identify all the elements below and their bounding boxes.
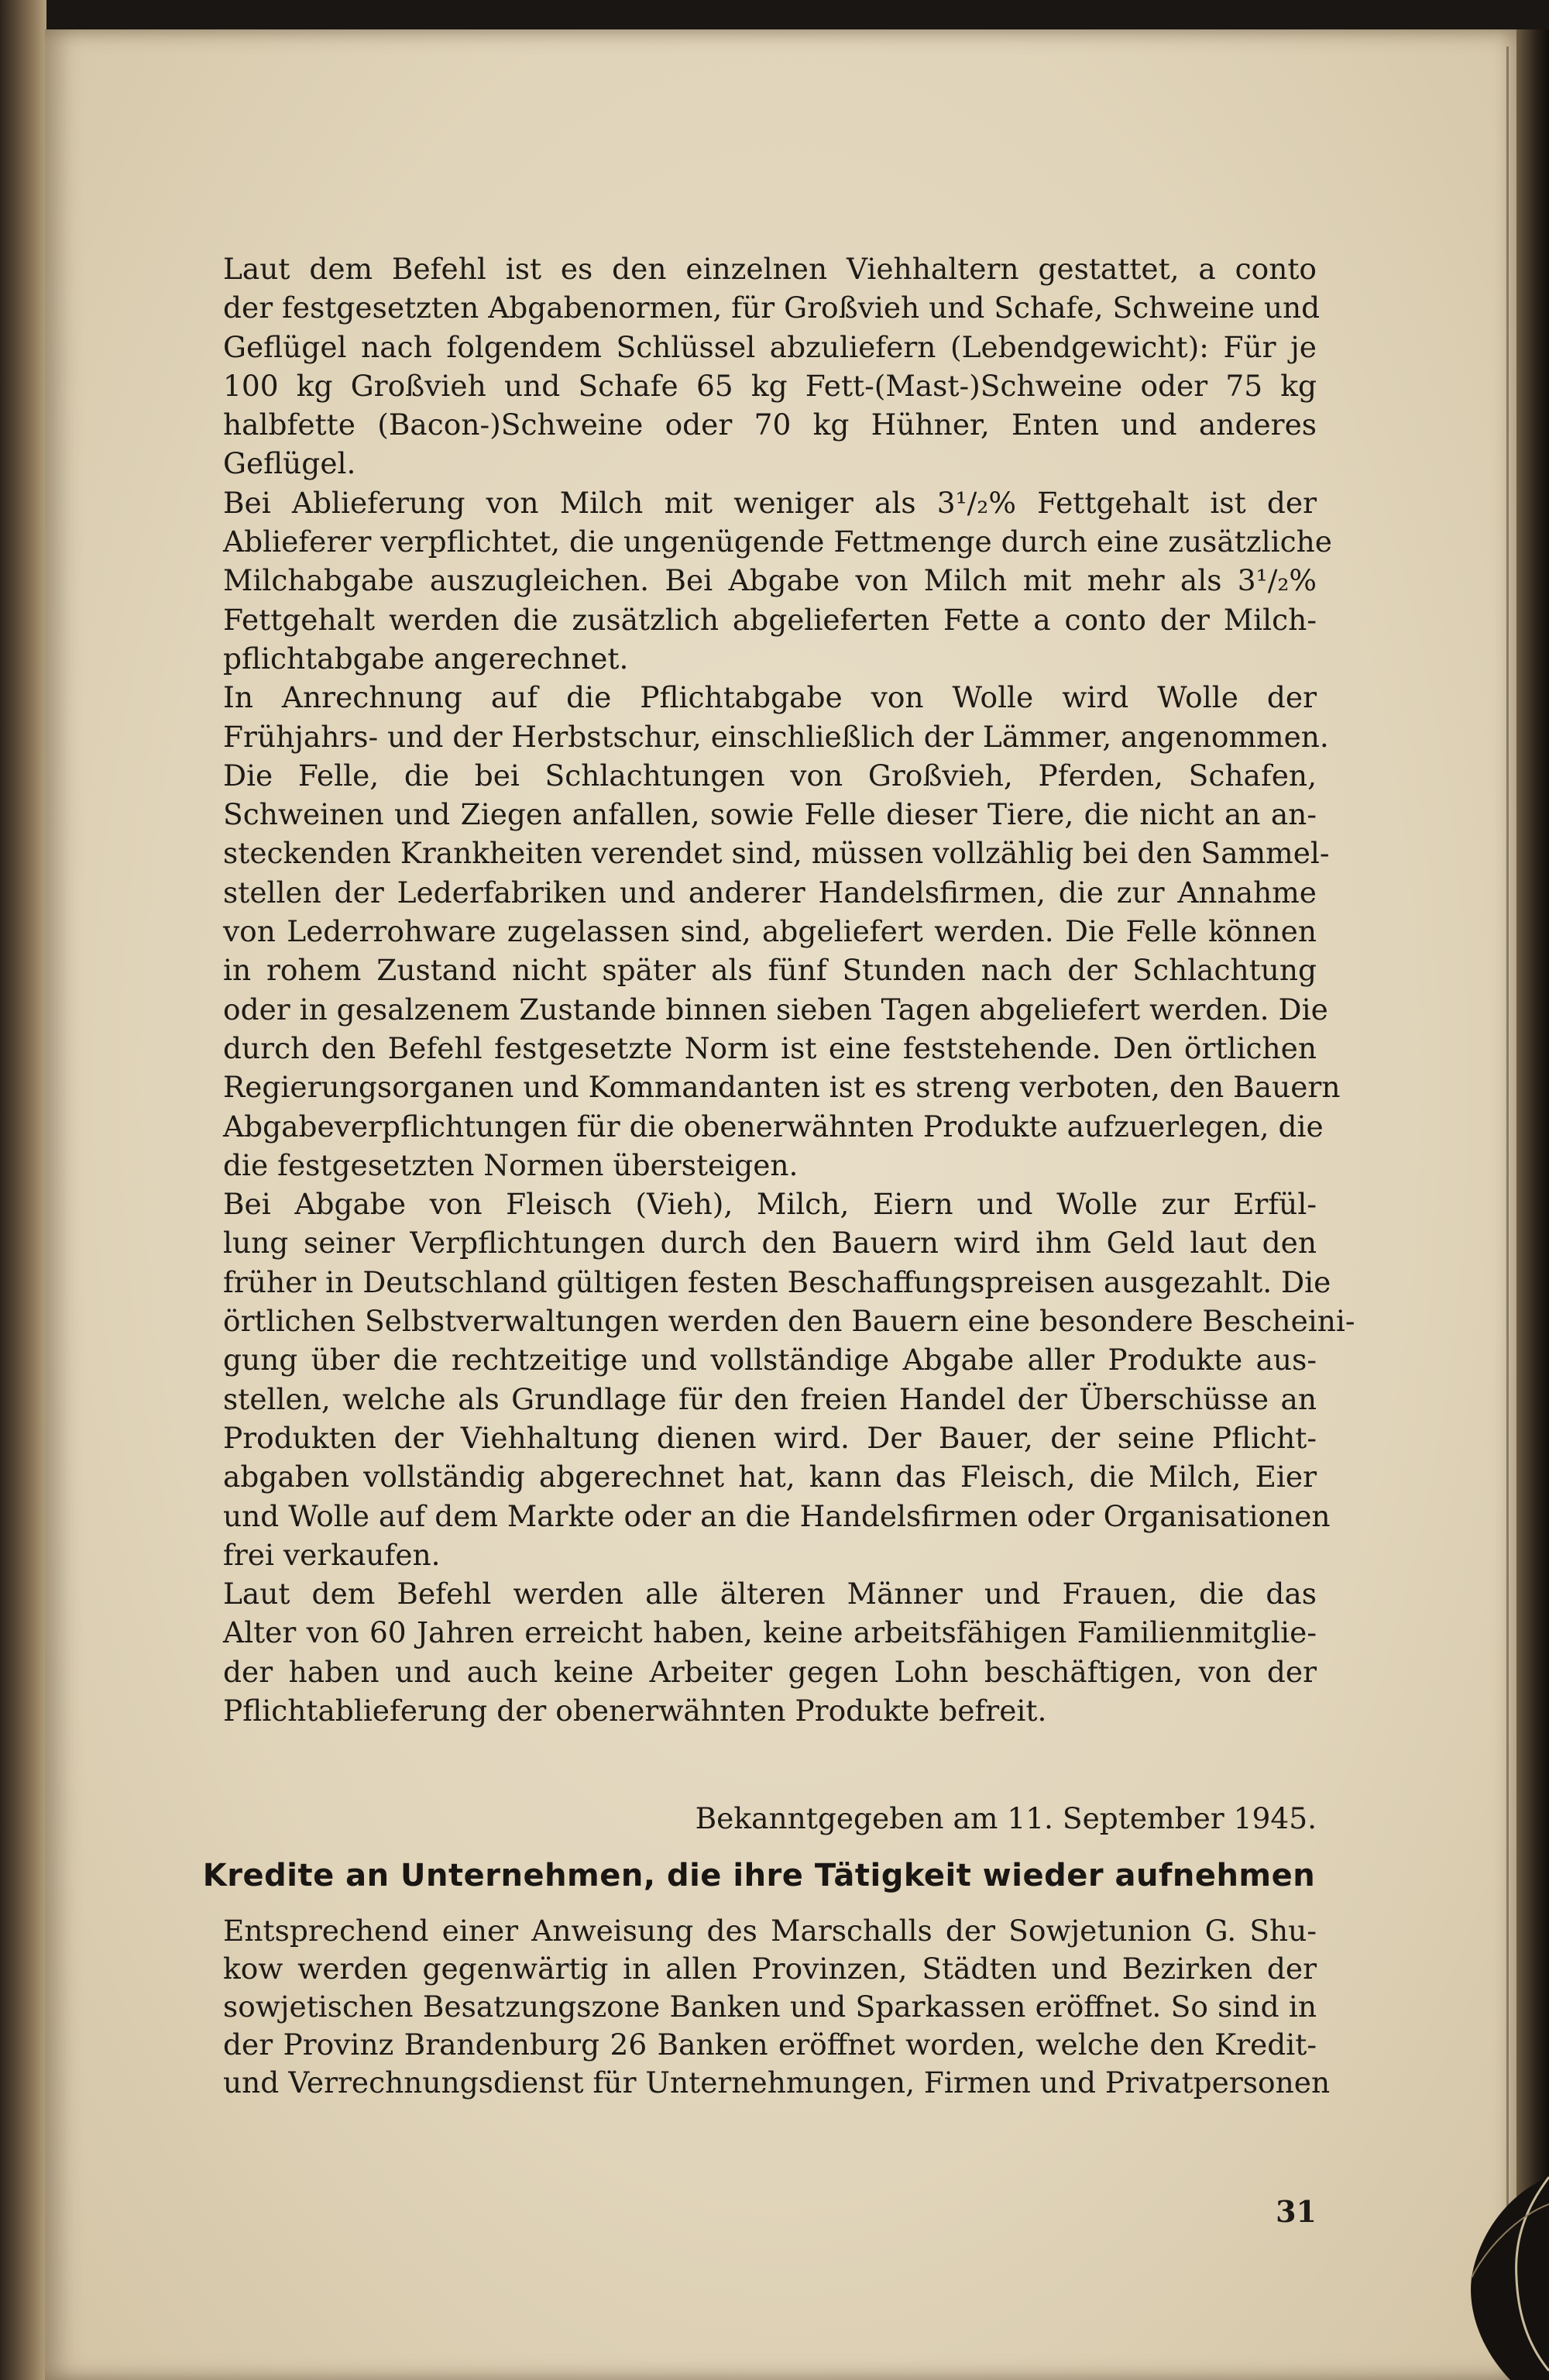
text-line: Bei Abgabe von Fleisch (Vieh), Milch, Eiern und Wolle zur Erfül- <box>223 1187 1317 1222</box>
paragraph <box>223 1574 1317 1730</box>
text-line: Pflichtablieferung der obenerwähnten Produkte befreit. <box>223 1693 1047 1728</box>
text-line: oder in gesalzenem Zustande binnen sieben Tagen abgeliefert werden. Die <box>223 992 1328 1027</box>
text-line: sowjetischen Besatzungszone Banken und Sparkassen eröffnet. So sind in <box>223 1990 1317 2024</box>
page-edge-line <box>1506 46 1509 2363</box>
text-line: Geflügel. <box>223 446 356 481</box>
text-line: von Lederrohware zugelassen sind, abgeliefert werden. Die Felle können <box>223 914 1317 949</box>
text-line: halbfette (Bacon-)Schweine oder 70 kg Hühner, Enten und anderes <box>223 408 1317 442</box>
text-line: In Anrechnung auf die Pflichtabgabe von Wolle wird Wolle der <box>223 680 1317 715</box>
text-line: und Wolle auf dem Markte oder an die Handelsfirmen oder Organisationen <box>223 1498 1331 1533</box>
page-number: 31 <box>1276 2194 1317 2229</box>
text-line: der festgesetzten Abgabenormen, für Großvieh und Schafe, Schweine und <box>223 291 1321 325</box>
paragraph <box>223 756 1341 1185</box>
text-line: Laut dem Befehl werden alle älteren Männer und Frauen, die das <box>223 1577 1317 1611</box>
text-line: die festgesetzten Normen übersteigen. <box>223 1147 799 1182</box>
paragraph <box>223 1185 1355 1574</box>
text-line: Produkten der Viehhaltung dienen wird. Der Bauer, der seine Pflicht- <box>223 1420 1317 1455</box>
text-line: Ablieferer verpflichtet, die ungenügende Fettmenge durch eine zusätzliche <box>223 524 1332 559</box>
text-line: stellen der Lederfabriken und anderer Handelsfirmen, die zur Annahme <box>223 875 1317 910</box>
paragraph <box>223 1912 1331 2102</box>
text-line: durch den Befehl festgesetzte Norm ist eine feststehende. Den örtlichen <box>223 1030 1317 1065</box>
text-line: Regierungsorganen und Kommandanten ist es streng verboten, den Bauern <box>223 1070 1341 1105</box>
text-line: Frühjahrs- und der Herbstschur, einschließlich der Lämmer, angenommen. <box>223 719 1329 754</box>
book-spine-edge <box>0 0 46 2380</box>
announcement-date: Bekanntgegeben am 11. September 1945. <box>695 1801 1317 1835</box>
text-line: gung über die rechtzeitige und vollständige Abgabe aller Produkte aus- <box>223 1343 1317 1377</box>
page-corner-curl-icon <box>1371 2162 1549 2380</box>
text-line: und Verrechnungsdienst für Unternehmungen, Firmen und Privatpersonen <box>223 2065 1331 2100</box>
text-line: Geflügel nach folgendem Schlüssel abzuliefern (Lebendgewicht): Für je <box>223 329 1317 364</box>
main-text <box>223 249 1355 1730</box>
text-line: der haben und auch keine Arbeiter gegen Lohn beschäftigen, von der <box>223 1654 1317 1689</box>
text-line: in rohem Zustand nicht später als fünf Stunden nach der Schlachtung <box>223 953 1317 988</box>
text-line: kow werden gegenwärtig in allen Provinzen, Städten und Bezirken der <box>223 1952 1317 1986</box>
text-line: örtlichen Selbstverwaltungen werden den Bauern eine besondere Bescheini- <box>223 1304 1355 1339</box>
text-line: lung seiner Verpflichtungen durch den Bauern wird ihm Geld laut den <box>223 1226 1317 1261</box>
paragraph <box>223 678 1329 756</box>
text-line: frei verkaufen. <box>223 1537 441 1572</box>
text-line: abgaben vollständig abgerechnet hat, kann das Fleisch, die Milch, Eier <box>223 1460 1317 1494</box>
text-line: stellen, welche als Grundlage für den freien Handel der Überschüsse an <box>223 1381 1317 1416</box>
text-line: früher in Deutschland gültigen festen Beschaffungspreisen ausgezahlt. Die <box>223 1264 1331 1299</box>
text-line: steckenden Krankheiten verendet sind, müssen vollzählig bei den Sammel- <box>223 836 1330 871</box>
page-right-edge <box>1516 29 1549 2380</box>
text-line: Milchabgabe auszugleichen. Bei Abgabe von Milch mit mehr als 3¹/₂% <box>223 563 1317 598</box>
text-line: Die Felle, die bei Schlachtungen von Großvieh, Pferden, Schafen, <box>223 758 1317 793</box>
text-line: Schweinen und Ziegen anfallen, sowie Felle dieser Tiere, die nicht an an- <box>223 797 1317 832</box>
text-line: Abgabeverpflichtungen für die obenerwähnten Produkte aufzuerlegen, die <box>223 1109 1324 1144</box>
text-line: 100 kg Großvieh und Schafe 65 kg Fett-(Mast-)Schweine oder 75 kg <box>223 368 1317 403</box>
section-text <box>223 1912 1331 2102</box>
text-line: pflichtabgabe angerechnet. <box>223 641 629 676</box>
paragraph <box>223 483 1332 678</box>
text-line: Alter von 60 Jahren erreicht haben, keine arbeitsfähigen Familienmitglie- <box>223 1615 1317 1650</box>
text-line: Laut dem Befehl ist es den einzelnen Viehhaltern gestattet, a conto <box>223 252 1317 286</box>
text-line: Entsprechend einer Anweisung des Marschalls der Sowjetunion G. Shu- <box>223 1914 1317 1948</box>
paragraph <box>223 249 1321 483</box>
text-line: Fettgehalt werden die zusätzlich abgelieferten Fette a conto der Milch- <box>223 602 1317 637</box>
text-line: der Provinz Brandenburg 26 Banken eröffnet worden, welche den Kredit- <box>223 2027 1317 2062</box>
text-line: Bei Ablieferung von Milch mit weniger als 3¹/₂% Fettgehalt ist der <box>223 485 1317 520</box>
section-heading: Kredite an Unternehmen, die ihre Tätigkeit wieder aufnehmen <box>202 1858 1316 1893</box>
